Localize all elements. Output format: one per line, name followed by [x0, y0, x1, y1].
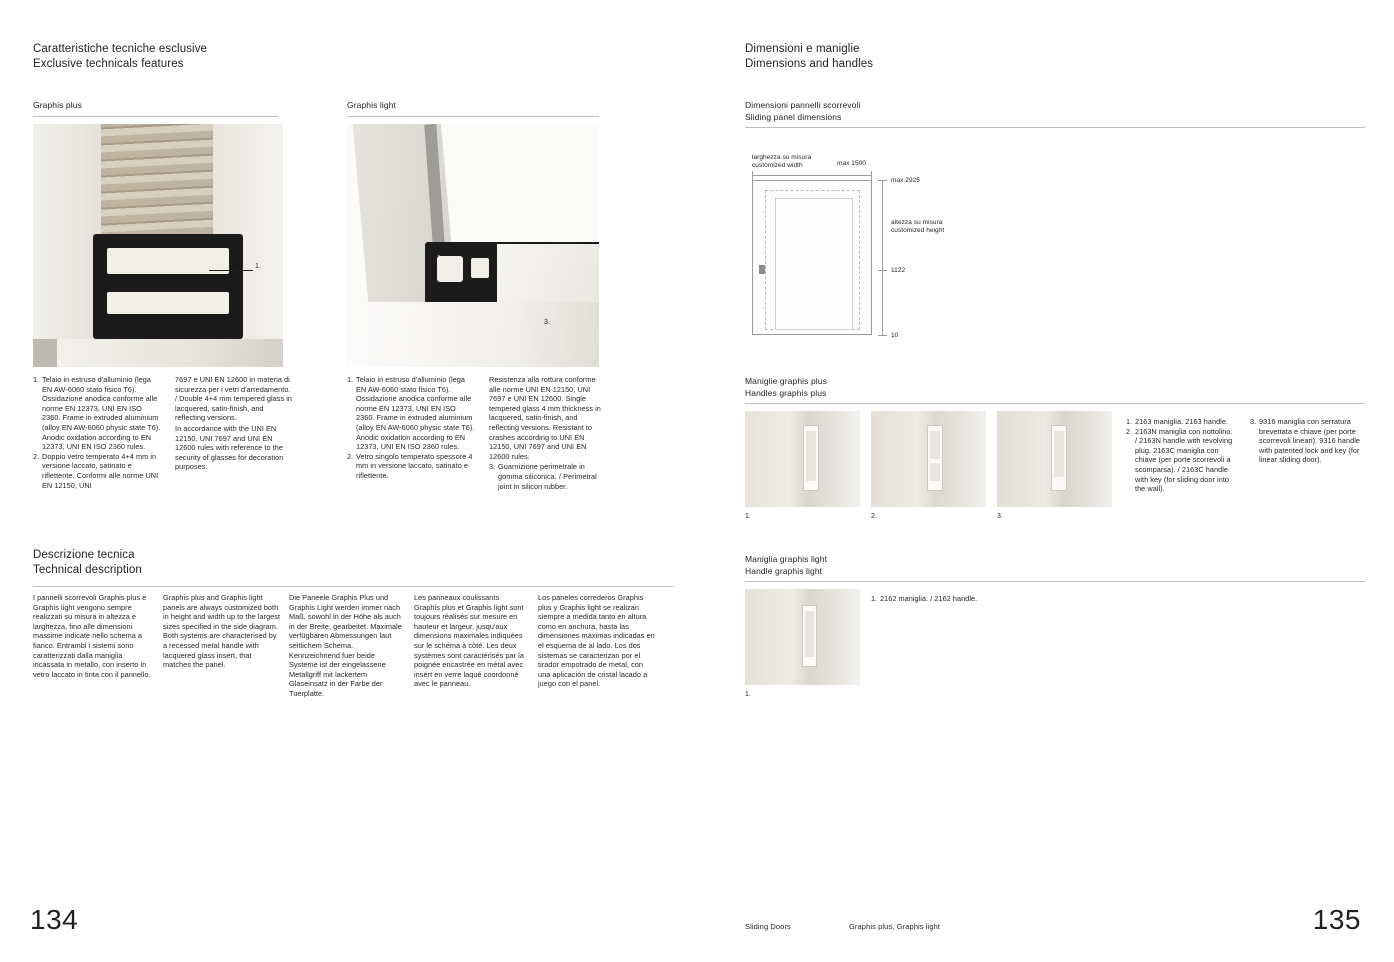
descr-title-en: Technical description: [33, 563, 142, 576]
descr-col-es: Los paneles correderos Graphis plus y Graphis light se realizan siempre a medida tanto en altura como en anchura, hasta las dimensiones máximas indicadas en el esquema de al lado. Los dos sistemas se caracterizan por el tirador empotrado de metal, con una aplicación de cristal lacado a juego con el panel.: [538, 593, 655, 689]
handle-image-9316: [997, 411, 1112, 507]
notes-plus-col2: [175, 375, 293, 472]
descr-col-de: Die Paneele Graphis Plus und Graphis Light werden immer nach Maß, sowohl in der Höhe als auch in der Breite, gearbeitet. Maximale verfügbaren Abmessungen laut seitlichem Schema. Kennzeichnend fuer beide Systeme ist der eingelassene Metallgriff mit lackertem Glaseinsatz in der Farbe der Tuerplatte.: [289, 593, 402, 698]
handles-plus-notes-col1: [1126, 417, 1236, 494]
note-item: 2. Doppio vetro temperato 4+4 mm in versione laccato, satinato e riflettente. Conformi alle norme UNI EN 12150, UNI: [33, 451, 159, 490]
handle-marker: [759, 265, 765, 274]
sliding-panel-dimension-diagram: [745, 150, 1075, 350]
technical-description-title: [33, 548, 142, 577]
note-item: 3. 9316 maniglia con serratura brevettata e chiave (per porte scorrevoli lineari). 9316 handle with patented lock and key (for linear sliding door).: [1250, 417, 1360, 465]
handle-image-2163n: [871, 411, 986, 507]
page-number-right: 135: [1312, 904, 1361, 935]
handle-caption-2: 2.: [871, 513, 877, 520]
note-item: 2. Vetro singolo temperato spessore 4 mm in versione laccato, satinato e riflettente.: [347, 451, 473, 480]
note-item: In accordance with the UNI EN 12150, UNI 7697 and UNI EN 12600 rules with reference to the security of glasses for decoration purposes.: [175, 423, 284, 472]
notes-light-col1: [347, 375, 475, 481]
handle-light-caption: 1.: [745, 691, 751, 698]
note-item: 3. Guarnizione perimetrale in gomma siliconica. / Perimetral joint in silicon rubber.: [489, 462, 597, 491]
notes-plus-col1: [33, 375, 161, 490]
dim-max-width: max 1500: [837, 160, 866, 167]
callout-light-3: 3.: [544, 319, 550, 326]
dimensions-section-label: Dimensioni pannelli scorrevoli Sliding panel dimensions: [745, 100, 861, 122]
handle-light-label: Maniglia graphis light Handle graphis light: [745, 554, 828, 576]
divider-handles-plus: [745, 403, 1365, 404]
divider-plus: [33, 116, 278, 117]
dim-mid-value: 1122: [891, 267, 906, 274]
divider-description: [33, 586, 673, 587]
handles-plus-notes-col2: [1250, 417, 1362, 465]
note-item: 1. 2163 maniglia. 2163 handle.: [1126, 417, 1229, 426]
door-glass-outline: [775, 198, 853, 330]
handle-light-note: [871, 594, 1001, 604]
handles-plus-label: Maniglie graphis plus Handles graphis plus: [745, 376, 827, 398]
right-page-title: [745, 42, 873, 71]
note-item: Resistenza alla rottura conforme alle norme UNI EN 12150, UNI 7697 e UNI EN 12600. Single tempered glass 4 mm thickness in lacquered, satin-finish, and reflecting versions. Resistant to crashes according to UNI EN 12150, UNI 7697 and UNI EN 12600 rules.: [489, 375, 601, 461]
descr-title-it: Descrizione tecnica: [33, 549, 135, 561]
handle-image-2162: [745, 589, 860, 685]
descr-col-fr: Les panneaux coulissants Graphis plus et Graphis light sont toujours réalisés sur mesure en hauteur et largeur, jusqu'aux dimensions maximales indiquées sur le schéma à côté. Les deux systèmes sont caractérisés par la poignée encastrée en métal avec insért en verre laqué coordonné avec le panneau.: [414, 593, 524, 689]
right-title-en: Dimensions and handles: [745, 57, 874, 70]
callout-light-1: 1.: [437, 255, 443, 262]
callout-plus-2b: 2.: [219, 316, 225, 323]
note-item: 7697 e UNI EN 12600 in materia di sicurezza per i vetri d'arredamento. / Double 4+4 mm tempered glass in lacquered, satin-finish, and reflecting versions.: [175, 375, 293, 423]
dim-width-label: larghezza su misura customized width: [752, 154, 812, 169]
footer-product: Graphis plus, Graphis light: [849, 922, 941, 931]
handle-caption-1: 1.: [745, 513, 751, 520]
dim-max-height: max 2925: [891, 177, 920, 184]
right-title-it: Dimensioni e maniglie: [745, 43, 860, 55]
panel-label-graphis-plus: Graphis plus: [33, 100, 82, 110]
footer-section: Sliding Doors: [745, 922, 791, 931]
note-item: 2. 2163N maniglia con nottolino. / 2163N handle with revolving plug. 2163C maniglia con chiave (per porte scorrevoli a scomparsa). / 2163C handle with key (for sliding door into the wall).: [1126, 426, 1233, 494]
note-item: 1. Telaio in estruso d'alluminio (lega EN AW-6060 stato fisico T6). Ossidazione anodica conforme alle norme EN 12373, UNI EN ISO 2360. Frame in extruded aluminium (alloy EN AW-6060 physic state T6). Anodic oxidation according to EN 12373, UNI EN ISO 2360 rules.: [347, 375, 475, 452]
photo-graphis-plus-profile: [33, 124, 283, 367]
left-title-it: Caratteristiche tecniche esclusive: [33, 43, 208, 55]
descr-col-it: I pannelli scorrevoli Graphis plus e Graphis light vengono sempre realizzati su misura in altezza e larghezza, fino alle dimensioni massime indicate nello schema a fianco. Entrambi i sistemi sono caratterizzati dalla maniglia incassata in metallo, con inserto in vetro laccato in tinta con il pannello.: [33, 593, 151, 679]
note-item: 1. Telaio in estruso d'alluminio (lega EN AW-6060 stato fisico T6). Ossidazione anodica conforme alle norme EN 12373, UNI EN ISO 2360. Frame in extruded aluminium (alloy EN AW-6060 physic state T6). Anodic oxidation according to EN 12373, UNI EN ISO 2360 rules.: [33, 375, 161, 452]
descr-col-en: Graphis plus and Graphis light panels are always customized both in height and width up to the largest sizes specified in the side diagram. Both systems are characterised by a recessed metal handle with lacquered glass insert, that matches the panel.: [163, 593, 281, 670]
divider-dimensions: [745, 127, 1365, 128]
left-page-title: [33, 42, 207, 71]
divider-light: [347, 116, 599, 117]
photo-graphis-light-profile: [347, 124, 599, 367]
callout-plus-1: 1.: [255, 263, 261, 270]
left-title-en: Exclusive technicals features: [33, 57, 184, 70]
dim-base-value: 10: [891, 332, 899, 339]
handle-caption-3: 3.: [997, 513, 1003, 520]
divider-handle-light: [745, 581, 1365, 582]
handle-image-2163: [745, 411, 860, 507]
page-number-left: 134: [30, 904, 79, 935]
note-item: 1. 2162 maniglia. / 2162 handle.: [871, 594, 978, 603]
callout-plus-2a: 2.: [95, 316, 101, 323]
dim-height-label: altezza su misura customized height: [891, 219, 945, 234]
notes-light-col2: [489, 375, 601, 491]
panel-label-graphis-light: Graphis light: [347, 100, 397, 110]
